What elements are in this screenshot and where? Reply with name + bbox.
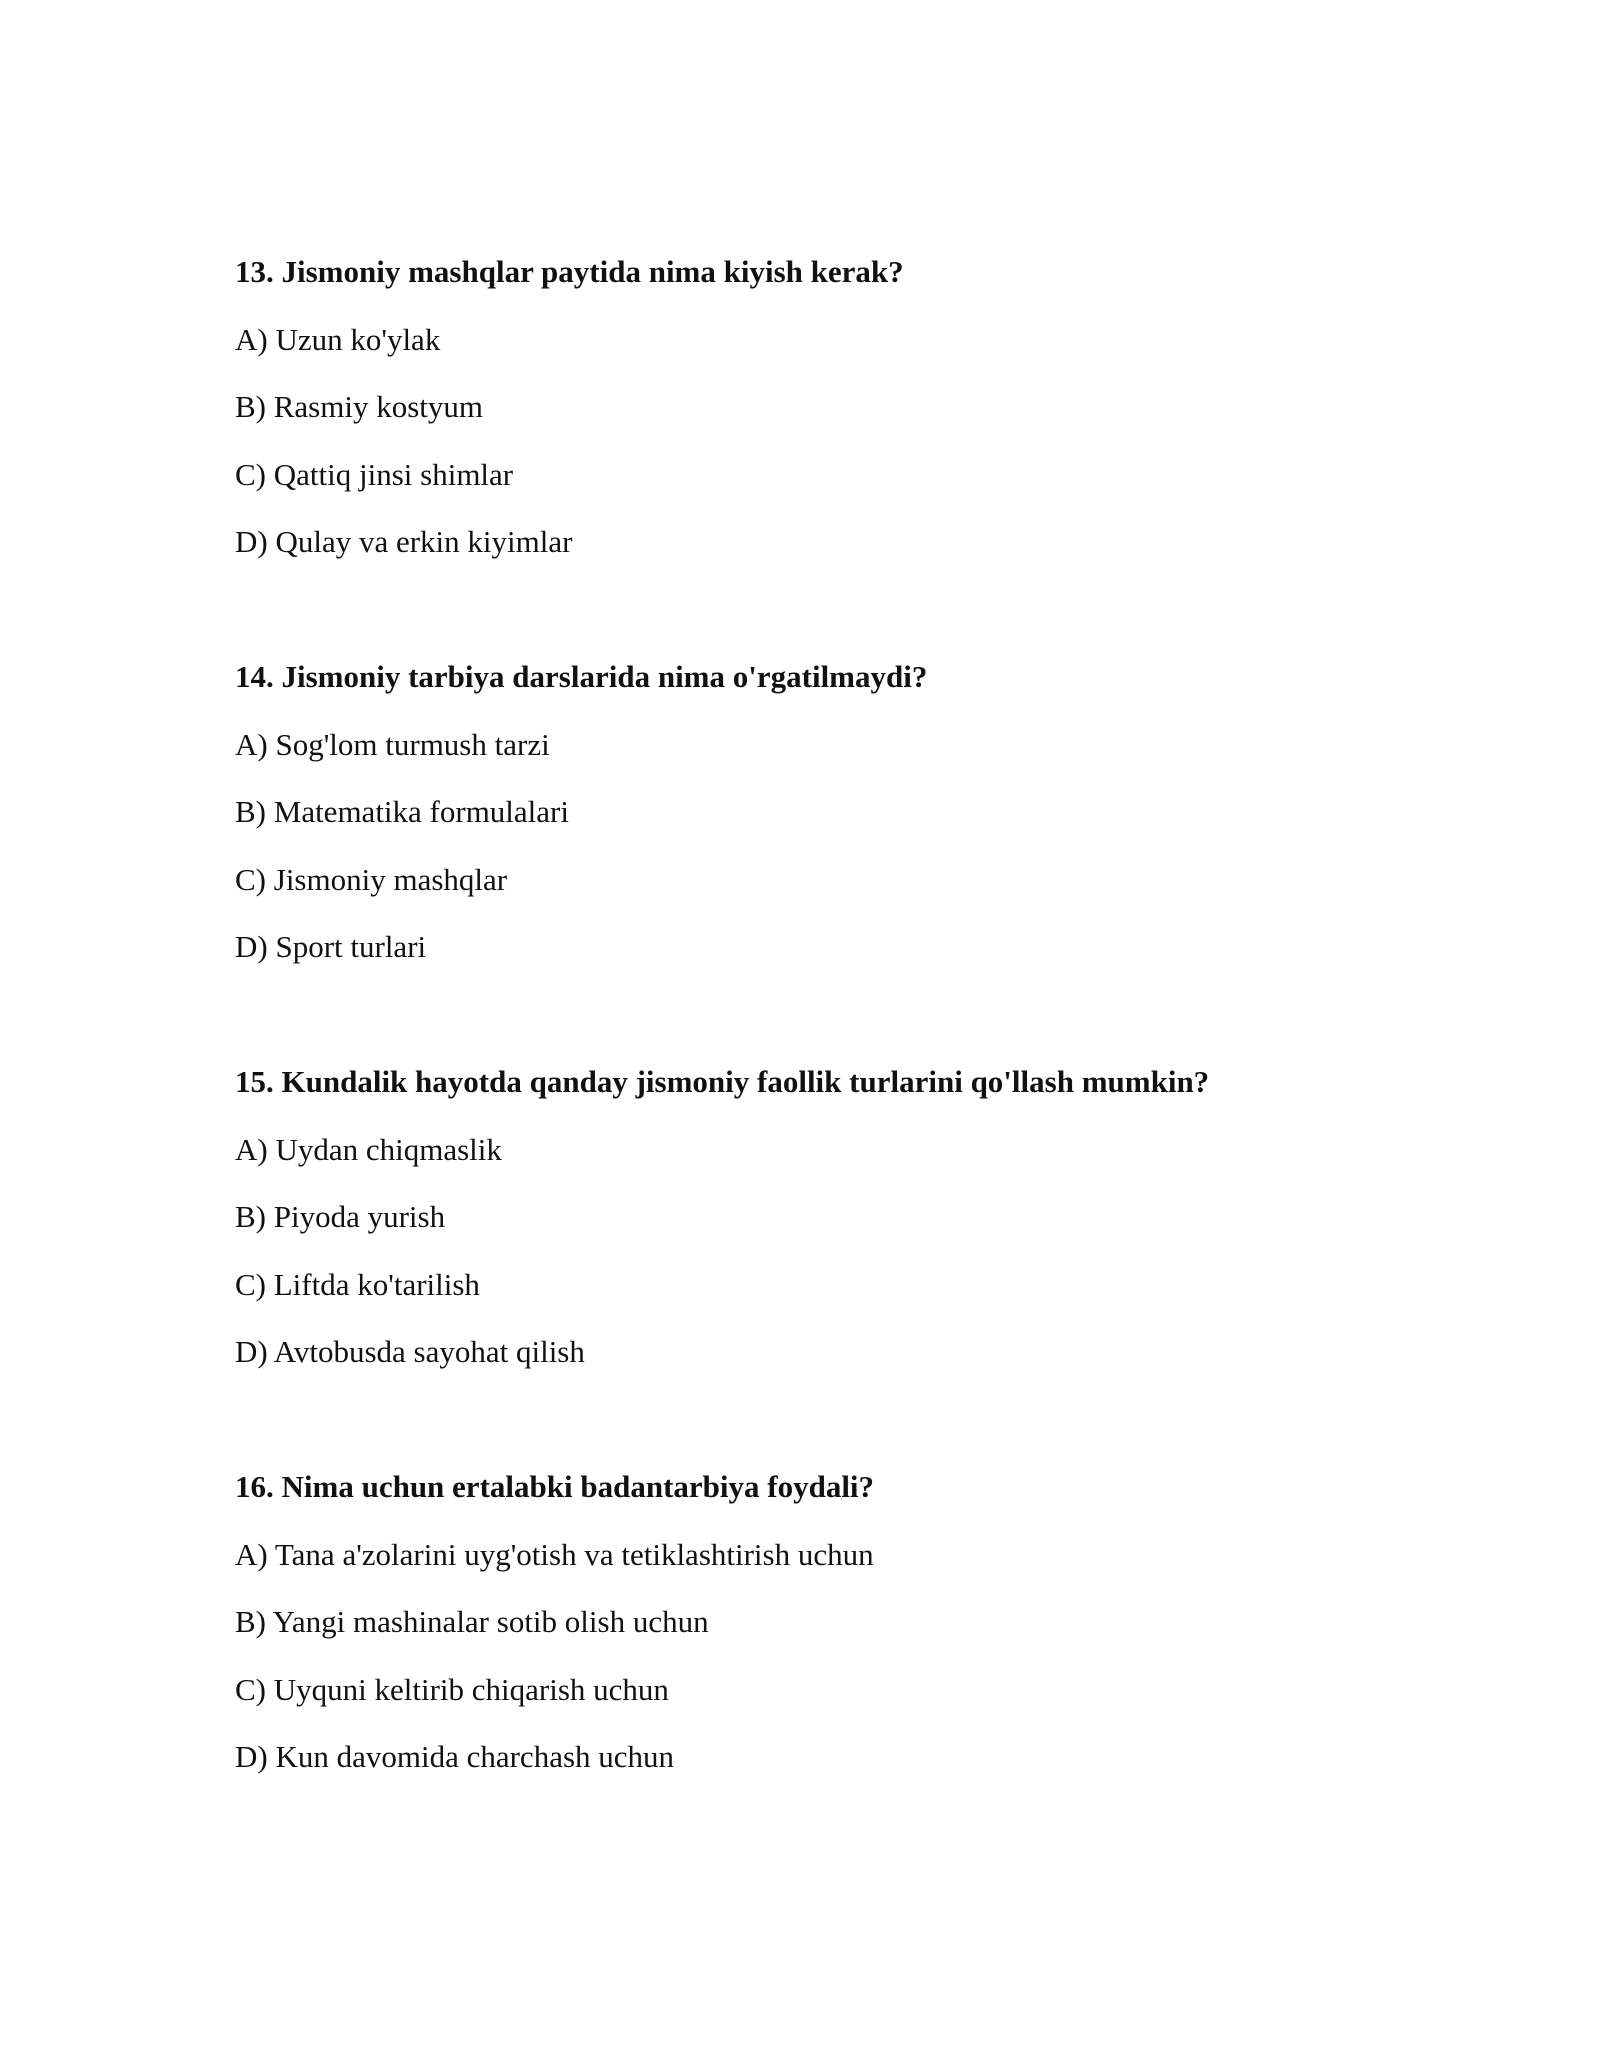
answer-options [235,320,1435,563]
option-c: C) Liftda ko'tarilish [235,1266,480,1302]
option-b: B) Piyoda yurish [235,1199,446,1234]
option-c: C) Qattiq jinsi shimlar [235,456,514,492]
option-a: A) Tana a'zolarini uyg'otish va tetiklashtirish uchun [235,1536,874,1572]
option-a: A) Uzun ko'ylak [235,321,441,357]
answer-options [235,1130,1435,1373]
question-title: 15. Kundalik hayotda qanday jismoniy faollik turlarini qo'llash mumkin? [235,1064,1210,1099]
option-d: D) Qulay va erkin kiyimlar [235,524,573,559]
option-b: B) Matematika formulalari [235,794,569,829]
option-b: B) Yangi mashinalar sotib olish uchun [235,1604,709,1639]
question-16 [235,1467,1435,1777]
option-c: C) Uyquni keltirib chiqarish uchun [235,1671,669,1707]
option-a: A) Sog'lom turmush tarzi [235,726,550,762]
question-15 [235,1062,1435,1372]
question-title: 13. Jismoniy mashqlar paytida nima kiyish kerak? [235,254,904,289]
answer-options [235,725,1435,968]
answer-options [235,1535,1435,1778]
option-d: D) Avtobusda sayohat qilish [235,1334,585,1369]
question-title: 14. Jismoniy tarbiya darslarida nima o'rgatilmaydi? [235,659,928,694]
question-13 [235,252,1435,562]
question-title: 16. Nima uchun ertalabki badantarbiya foydali? [235,1469,875,1504]
option-d: D) Kun davomida charchash uchun [235,1739,675,1774]
option-a: A) Uydan chiqmaslik [235,1131,502,1167]
option-b: B) Rasmiy kostyum [235,389,484,424]
option-c: C) Jismoniy mashqlar [235,861,508,897]
option-d: D) Sport turlari [235,929,427,964]
question-14 [235,657,1435,967]
